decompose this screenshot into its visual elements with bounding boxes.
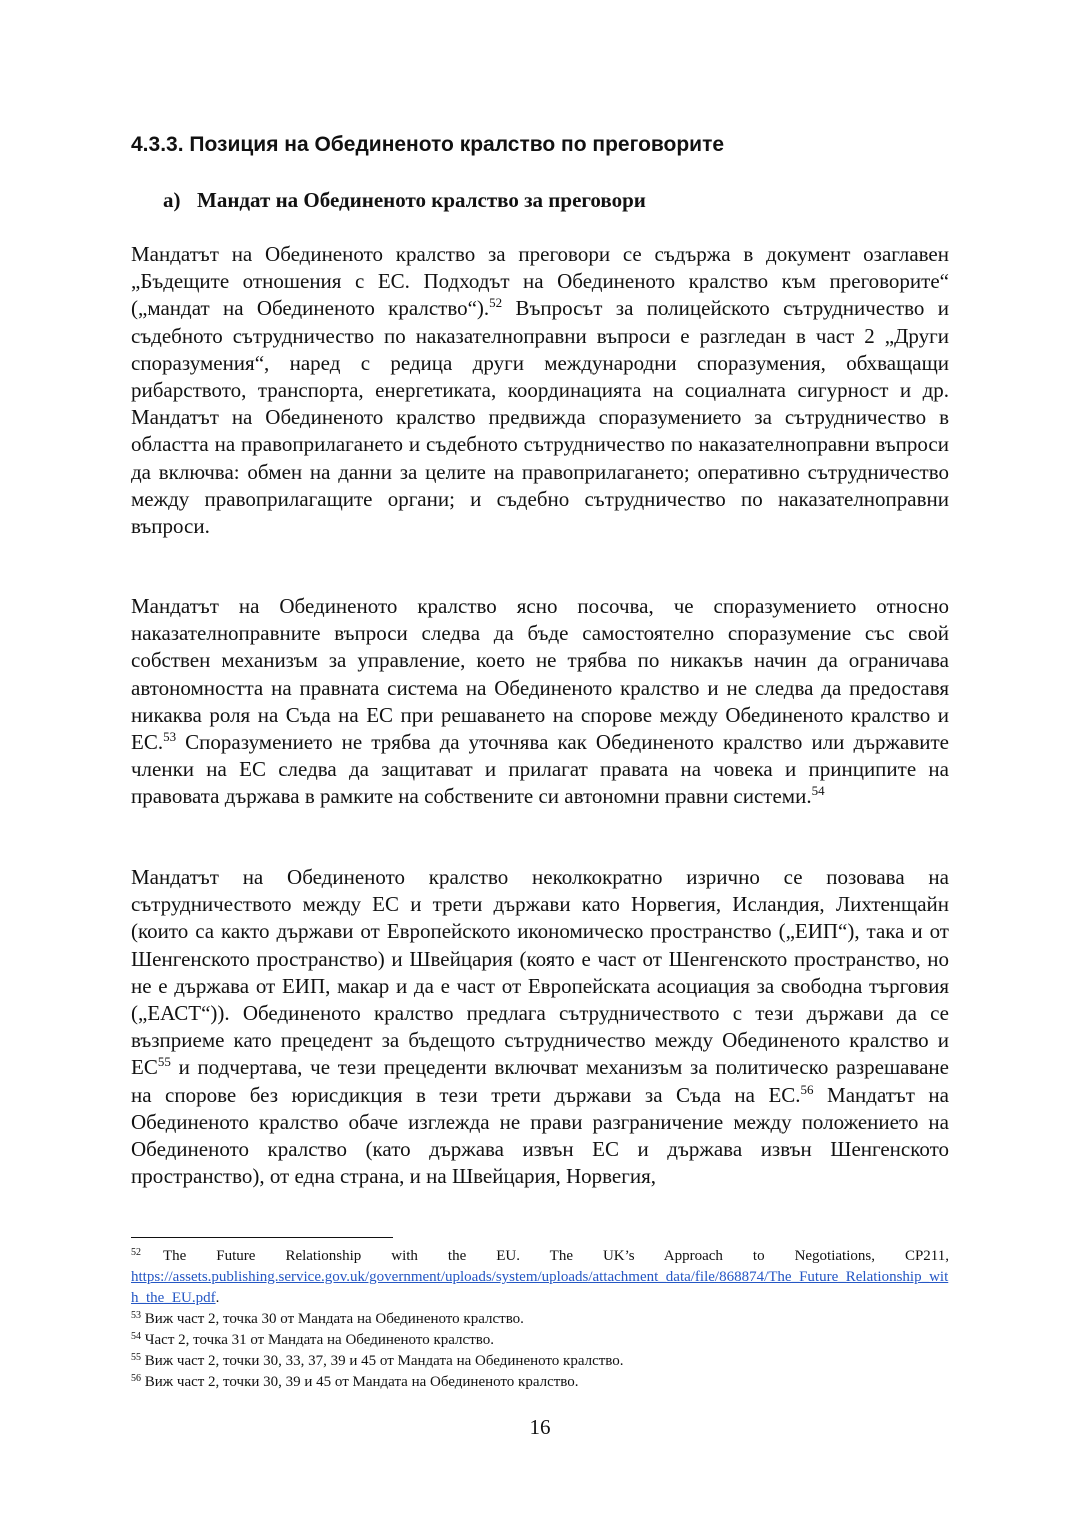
footnote-separator [131,1237,393,1238]
paragraph-text: Въпросът за полицейското сътрудничество и съдебното сътрудничество по наказателноправни въпроси е разгледан в част 2 „Други споразумения“, наред с редица други международни споразумения, обхващащи рибарството, транспорта, енергетиката, координацията на социалната сигурност и др. Мандатът на Обединеното кралство предвижда споразумението за сътрудничество в областта на правоприлагането и съдебното сътрудничество по наказателноправни въпроси да включва: обмен на данни за целите на правоприлагането; оперативно сътрудничество между правоприлагащите органи; и съдебно сътрудничество по наказателноправни въпроси. [131,296,949,539]
footnote-number: 53 [131,1310,141,1321]
subsection-heading [163,186,646,214]
footnote-54 [131,1330,949,1351]
paragraph-text: Мандатът на Обединеното кралство ясно посочва, че споразумението относно наказателноправните въпроси следва да бъде самостоятелно споразумение със свой собствен механизъм за управление, което не трябва по никакъв начин да ограничава автономността на правната система на Обединеното кралство и не следва да предоставя никаква роля на Съда на ЕС при решаването на спорове между Обединеното кралство и ЕС. [131,594,949,755]
paragraph-text: Мандатът на Обединеното кралство неколкократно изрично се позовава на сътрудничеството между ЕС и трети държави като Норвегия, Исландия, Лихтенщайн (които са както държави от Европейското икономическо пространство („ЕИП“), така и от Шенгенското пространство) и Швейцария (която е част от Шенгенското пространство, но не е държава от ЕИП, макар и да е част от Европейската асоциация за свободна търговия („ЕАСТ“)). Обединеното кралство предлага сътрудничеството с тези държави да се възприеме като прецедент за бъдещото сътрудничество между Обединеното кралство и ЕС [131,865,949,1080]
page-number: 16 [529,1415,551,1439]
footnote-link[interactable]: https://assets.publishing.service.gov.uk/government/uploads/system/uploads/attachment_data/file/868874/The_Future_Relationship_with_the_EU.pdf [131,1269,949,1306]
paragraph-text: Мандатът на Обединеното кралство за преговори се съдържа в документ озаглавен „Бъдещите отношения с ЕС. Подходът на Обединеното кралство към преговорите“ („мандат на Обединеното кралство“). [131,242,949,321]
footnote-ref-52[interactable]: 52 [489,295,503,311]
footnote-number: 52 [131,1247,141,1258]
footnote-text: The Future Relationship with the EU. The UK’s Approach to Negotiations, CP211, [163,1248,949,1264]
paragraph-3 [131,864,949,1190]
footnote-52 [131,1246,949,1309]
footnote-number: 54 [131,1331,141,1342]
footnote-number: 56 [131,1373,141,1384]
paragraph-1 [131,241,949,540]
footnote-number: 55 [131,1352,141,1363]
paragraph-text: Споразумението не трябва да уточнява как Обединеното кралство или държавите членки на ЕС следва да защитават и прилагат правата на човека и принципите на правовата държава в рамките на собствените си автономни правни системи. [131,730,949,809]
footnote-56 [131,1372,949,1393]
footnote-55 [131,1351,949,1372]
footnote-ref-53[interactable]: 53 [163,729,177,745]
footnote-text: Виж част 2, точки 30, 33, 37, 39 и 45 от Мандата на Обединеното кралство. [144,1353,624,1369]
footnote-text: Част 2, точка 31 от Мандата на Обединеното кралство. [144,1332,494,1348]
subsection-label: а) [163,188,181,212]
footnote-ref-56[interactable]: 56 [800,1081,814,1097]
paragraph-text: и подчертава, че тези прецеденти включват механизъм за политическо разрешаване на спорове без юрисдикция в тези трети държави за Съда на ЕС. [131,1055,949,1107]
footnote-ref-54[interactable]: 54 [811,783,825,799]
section-heading: 4.3.3. Позиция на Обединеното кралство по преговорите [131,133,725,156]
paragraph-text: Мандатът на Обединеното кралство обаче изглежда не прави разграничение между положението на Обединеното кралство (като държава извън ЕС и държава извън Шенгенското пространство), от една страна, и на Швейцария, Норвегия, [131,1082,949,1189]
footnote-ref-55[interactable]: 55 [157,1054,171,1070]
footnote-lead [131,1246,949,1267]
footnote-53 [131,1309,949,1330]
subsection-title: Мандат на Обединеното кралство за преговори [197,188,646,212]
footnote-after: . [215,1290,220,1306]
paragraph-2 [131,593,949,811]
footnote-text: Виж част 2, точки 30, 39 и 45 от Мандата на Обединеното кралство. [144,1374,579,1390]
footnotes [131,1246,949,1393]
footnote-text: Виж част 2, точка 30 от Мандата на Обединеното кралство. [144,1311,524,1327]
